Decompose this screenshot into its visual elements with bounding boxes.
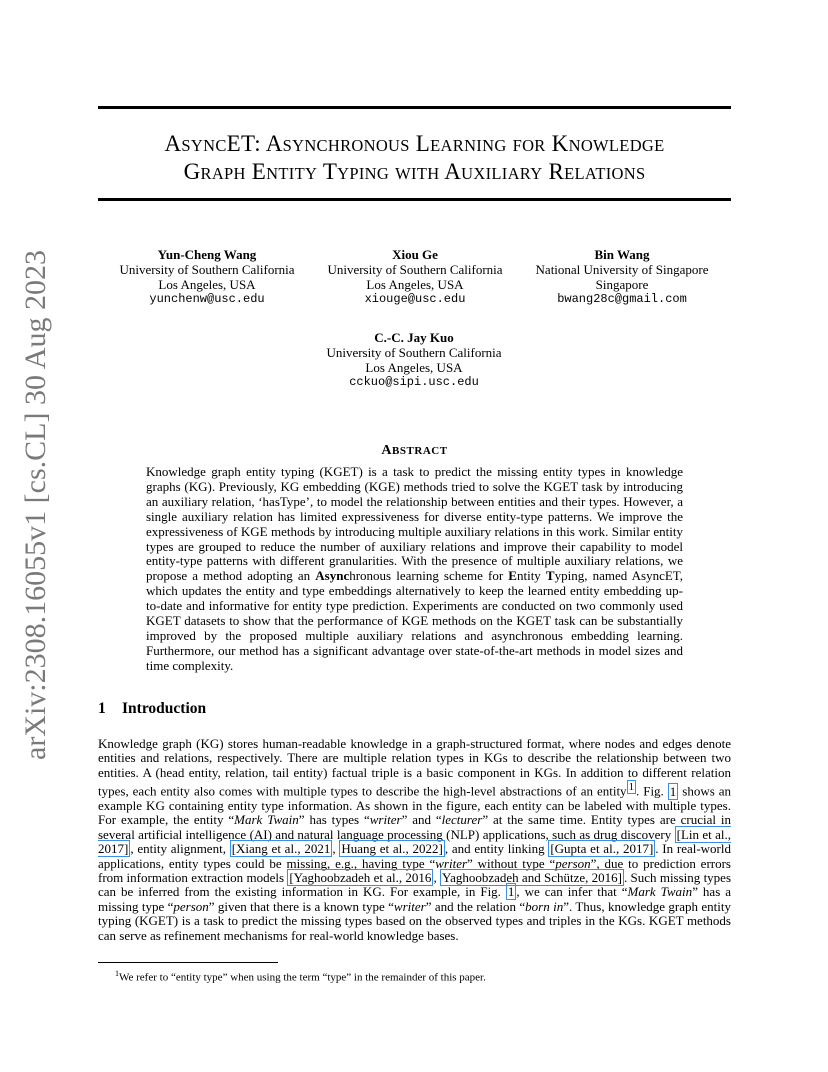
footnote-rule xyxy=(98,962,278,963)
author-name: C.-C. Jay Kuo xyxy=(374,330,454,345)
author-location: Singapore xyxy=(595,277,649,292)
arxiv-identifier: arXiv:2308.16055v1 [cs.CL] 30 Aug 2023 xyxy=(19,250,52,760)
author-block xyxy=(107,247,307,307)
author-affiliation: National University of Singapore xyxy=(535,262,709,277)
author-location: Los Angeles, USA xyxy=(366,277,464,292)
footnote-text: We refer to “entity type” when using the term “type” in the remainder of this paper. xyxy=(119,971,486,984)
author-block xyxy=(522,247,722,307)
figure-reference[interactable]: 1 xyxy=(669,783,677,799)
citation-link[interactable]: [Gupta et al., 2017] xyxy=(550,841,654,857)
author-affiliation: University of Southern California xyxy=(326,345,502,360)
paper-title-line-1: ASYNCET: ASYNCHRONOUS LEARNING FOR KNOWLEDGE xyxy=(164,131,665,156)
citation-link[interactable]: [Xiang et al., 2021 xyxy=(231,841,331,857)
citation-link[interactable]: Yaghoobzadeh and Schütze, 2016] xyxy=(441,869,623,885)
paper-title-line-2: GRAPH ENTITY TYPING WITH AUXILIARY RELATIONS xyxy=(183,159,646,184)
author-name: Yun-Cheng Wang xyxy=(157,247,257,262)
author-location: Los Angeles, USA xyxy=(365,360,463,375)
abstract-heading: ABSTRACT xyxy=(381,443,448,458)
citation-link[interactable]: [Lin et al., 2017] xyxy=(98,826,731,857)
footnote xyxy=(115,969,486,984)
author-location: Los Angeles, USA xyxy=(158,277,256,292)
author-email[interactable]: bwang28c@gmail.com xyxy=(557,292,687,306)
author-name: Xiou Ge xyxy=(392,247,438,262)
section-number: 1 xyxy=(98,700,106,717)
author-email[interactable]: yunchenw@usc.edu xyxy=(149,292,265,306)
author-name: Bin Wang xyxy=(594,247,650,262)
title-rule-bottom xyxy=(98,198,731,201)
title-rule-top xyxy=(98,106,731,109)
author-affiliation: University of Southern California xyxy=(119,262,295,277)
figure-reference[interactable]: 1 xyxy=(507,884,515,900)
section-title: Introduction xyxy=(122,700,207,717)
footnote-mark: 1 xyxy=(115,969,119,978)
section-heading xyxy=(98,700,206,718)
introduction-paragraph: Knowledge graph (KG) stores human-readable knowledge in a graph-structured format, where nodes and edges denote entities and relations, respectively. There are multiple relation types in KGs to describe the relationship between two entities. A (head entity, relation, tail entity) factual triple is a basic component in KGs. In addition to different relation types, each entity also comes with multiple types to describe the high-level abstractions of an entity $^1$ . Fig. 1 shows an example KG containing entity type information. As shown in the figure, each entity can be labeled with multiple types. For example, the entity “Mark Twain” has types “writer” and “lecturer” at the same time. Entity types are crucial in several artificial intelligence (AI) and natural language processing (NLP) applications, such as drug discovery [Lin et al., 2017] , entity alignment, [Xiang et al., 2021 , Huang et al., 2022] , and entity linking [Gupta et al., 2017] . In real-world applications, entity types could be missing, e.g., having type “writer” without type “person”, due to prediction errors from information extraction models [Yaghoobzadeh et al., 2016 , Yaghoobzadeh and Schütze, 2016] . Such missing types can be inferred from the existing information in KG. For example, in Fig. 1 , we can infer that “Mark Twain” has a missing type “person” given that there is a known type “writer” and the relation “born in”. Thus, knowledge graph entity typing (KGET) is a task to predict the missing types based on the observed types and triples in the KGs. KGET methods can serve as refinement mechanisms for real-world knowledge bases. xyxy=(98,736,732,943)
author-affiliation: University of Southern California xyxy=(327,262,503,277)
author-email[interactable]: xiouge@usc.edu xyxy=(364,292,466,306)
author-email[interactable]: cckuo@sipi.usc.edu xyxy=(349,375,479,389)
author-block xyxy=(315,247,515,307)
author-block xyxy=(314,330,514,390)
footnote-marker[interactable]: 1 xyxy=(628,781,634,794)
abstract-text: Knowledge graph entity typing (KGET) is a task to predict the missing entity types in knowledge graphs (KG). Previously, KG embedding (KGE) methods tried to solve the KGET task by introducing an auxiliary relation, ‘hasType’, to model the relationship between entities and their types. However, a single auxiliary relation has limited expressiveness for diverse entity-type patterns. We improve the expressiveness of KGE methods by introducing multiple auxiliary relations in this work. Similar entity types are grouped to reduce the number of auxiliary relations and improve their capability to model entity-type patterns with different granularities. With the presence of multiple auxiliary relations, we propose a method adopting an Asynchronous learning scheme for Entity Typing, named AsyncET, which updates the entity and type embeddings alternatively to keep the learned entity embedding up-to-date and informative for entity type prediction. Experiments are conducted on two commonly used KGET datasets to show that the performance of KGE methods on the KGET task can be substantially improved by the proposed multiple auxiliary relations and asynchronous embedding learning. Furthermore, our method has a significant advantage over state-of-the-art methods in model sizes and time complexity. xyxy=(146,464,684,673)
citation-link[interactable]: Huang et al., 2022] xyxy=(341,841,443,857)
citation-link[interactable]: [Yaghoobzadeh et al., 2016 xyxy=(289,869,432,885)
